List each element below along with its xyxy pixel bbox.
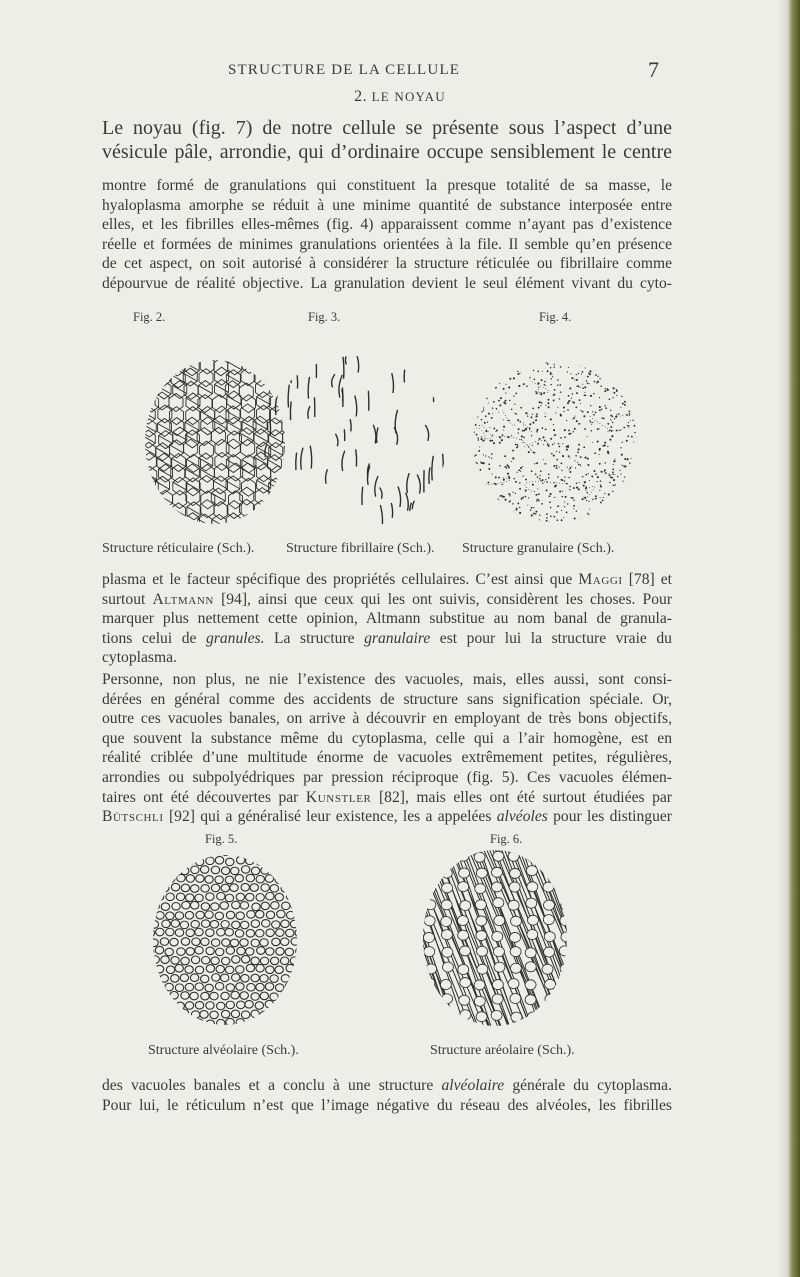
para2-line-1	[102, 570, 672, 590]
para4-line-1b: générale du cytoplasma.	[512, 1077, 672, 1094]
para2-ref-78: [78] et	[628, 571, 672, 588]
para4-line-2: Pour lui, le réticulum n’est que l’image négative du réseau des alvéoles, les fibrilles	[102, 1096, 672, 1114]
section-number: 2.	[354, 88, 368, 105]
fig6-areolar-illustration	[420, 848, 570, 1030]
author-butschli: Bütschli	[102, 808, 164, 826]
running-head-title: STRUCTURE DE LA CELLULE	[228, 62, 461, 78]
para2-line-2	[102, 590, 672, 610]
para3-line-7a: taires ont été découvertes par	[102, 788, 299, 806]
para3-line-3: outre ces vacuoles banales, on arrive à découvrir en employant de très bons objectifs,	[102, 710, 672, 728]
paragraph-1	[102, 176, 672, 294]
fig4-label: Fig. 4.	[539, 310, 572, 324]
intro-line-1: Le noyau (fig. 7) de notre cellule se présente sous l’aspect d’une	[102, 117, 672, 139]
running-head	[0, 57, 800, 82]
para3-line-8	[102, 807, 672, 827]
fig2-caption: Structure réticulaire (Sch.).	[102, 541, 255, 556]
fig4-caption: Structure granulaire (Sch.).	[462, 541, 615, 556]
page-edge-shadow	[778, 0, 788, 1277]
para1-line-1: montre formé de granulations qui constituent la presque totalité de sa masse, le	[102, 177, 672, 194]
paragraph-3	[102, 670, 672, 827]
para3-line-7	[102, 788, 672, 808]
fig3-label: Fig. 3.	[308, 310, 341, 324]
para3-line-1: Personne, non plus, ne nie l’existence des vacuoles, mais, elles aussi, sont consi-	[102, 671, 672, 688]
para3-line-6: arrondies ou subpolyédriques par pression réciproque (fig. 5). Ces vacuoles élémen-	[102, 768, 672, 786]
author-maggi: Maggi	[578, 571, 623, 588]
para2-line-4a: tions celui de	[102, 629, 197, 647]
section-title: LE NOYAU	[371, 89, 446, 104]
para1-line-3: elles, et les fibrilles elles-mêmes (fig. 4) apparaissent comme n’ayant pas d’existence	[102, 216, 672, 234]
term-alveoles: alvéoles	[496, 808, 548, 826]
intro-text	[102, 116, 672, 164]
para2-line-4b: La structure	[274, 629, 355, 647]
para1-line-6: dépourvue de réalité objective. La granulation devient le seul élément vivant du cyto-	[102, 274, 672, 292]
fig6-caption: Structure aréolaire (Sch.).	[430, 1043, 575, 1058]
para3-line-4: que souvent la substance même du cytoplasma, celle qui a l’air homogène, est en	[102, 729, 672, 747]
section-heading	[0, 88, 800, 106]
term-granules: granules.	[205, 629, 265, 647]
para2-line-4	[102, 629, 672, 649]
para2-line-2a: surtout	[102, 590, 146, 608]
fig5-alveolar-illustration	[145, 852, 305, 1027]
para3-line-5: réalité criblée d’une multitude énorme de vacuoles extrêmement petites, régulières,	[102, 749, 672, 767]
term-granulaire: granulaire	[364, 629, 431, 647]
author-kunstler: Kunstler	[305, 788, 372, 806]
intro-line-2: vésicule pâle, arrondie, qui d’ordinaire occupe sensiblement le centre	[102, 141, 672, 163]
fig4-granular-illustration	[470, 358, 640, 530]
para2-line-2b: [94], ainsi que ceux qui les ont suivis, considèrent les choses. Pour	[221, 590, 672, 608]
para4-line-1	[102, 1076, 672, 1096]
term-alveolaire: alvéolaire	[441, 1077, 505, 1094]
fig3-fibrillar-illustration	[255, 352, 455, 532]
para2-line-5: cytoplasma.	[102, 649, 177, 667]
fig2-label: Fig. 2.	[133, 310, 166, 324]
paragraph-2	[102, 570, 672, 668]
para2-line-4c: est pour lui la structure vraie du	[439, 629, 672, 647]
fig5-label: Fig. 5.	[205, 832, 238, 846]
para2-line-3: marquer plus nettement cette opinion, Altmann substitue au nom banal de granula-	[102, 610, 672, 628]
para3-line-2: dérées en général comme des accidents de structure sans signification spéciale. Or,	[102, 690, 672, 708]
para3-line-8a: [92] qui a généralisé leur existence, les a appelées	[168, 808, 492, 826]
fig3-caption: Structure fibrillaire (Sch.).	[286, 541, 435, 556]
para1-line-5: de cet aspect, on soit autorisé à considérer la structure réticulée ou fibrillaire comme	[102, 255, 672, 273]
para3-line-8b: pour les distinguer	[553, 808, 672, 826]
page-edge	[788, 0, 800, 1277]
paragraph-4	[102, 1076, 672, 1115]
fig6-label: Fig. 6.	[490, 832, 523, 846]
para4-line-1a: des vacuoles banales et a conclu à une structure	[102, 1077, 434, 1094]
para1-line-2: hyaloplasma amorphe se réduit à une minime quantité de substance interposée entre	[102, 196, 672, 214]
author-altmann: Altmann	[152, 590, 214, 608]
para1-line-4: réelle et formées de minimes granulations orientées à la file. Il semble qu’en présence	[102, 235, 672, 253]
fig5-caption: Structure alvéolaire (Sch.).	[148, 1043, 299, 1058]
para3-line-7b: [82], mais elles ont été surtout étudiées par	[378, 788, 672, 806]
para2-line-1-text: plasma et le facteur spécifique des propriétés cellulaires. C’est ainsi que	[102, 571, 573, 588]
page-number: 7	[648, 57, 659, 82]
